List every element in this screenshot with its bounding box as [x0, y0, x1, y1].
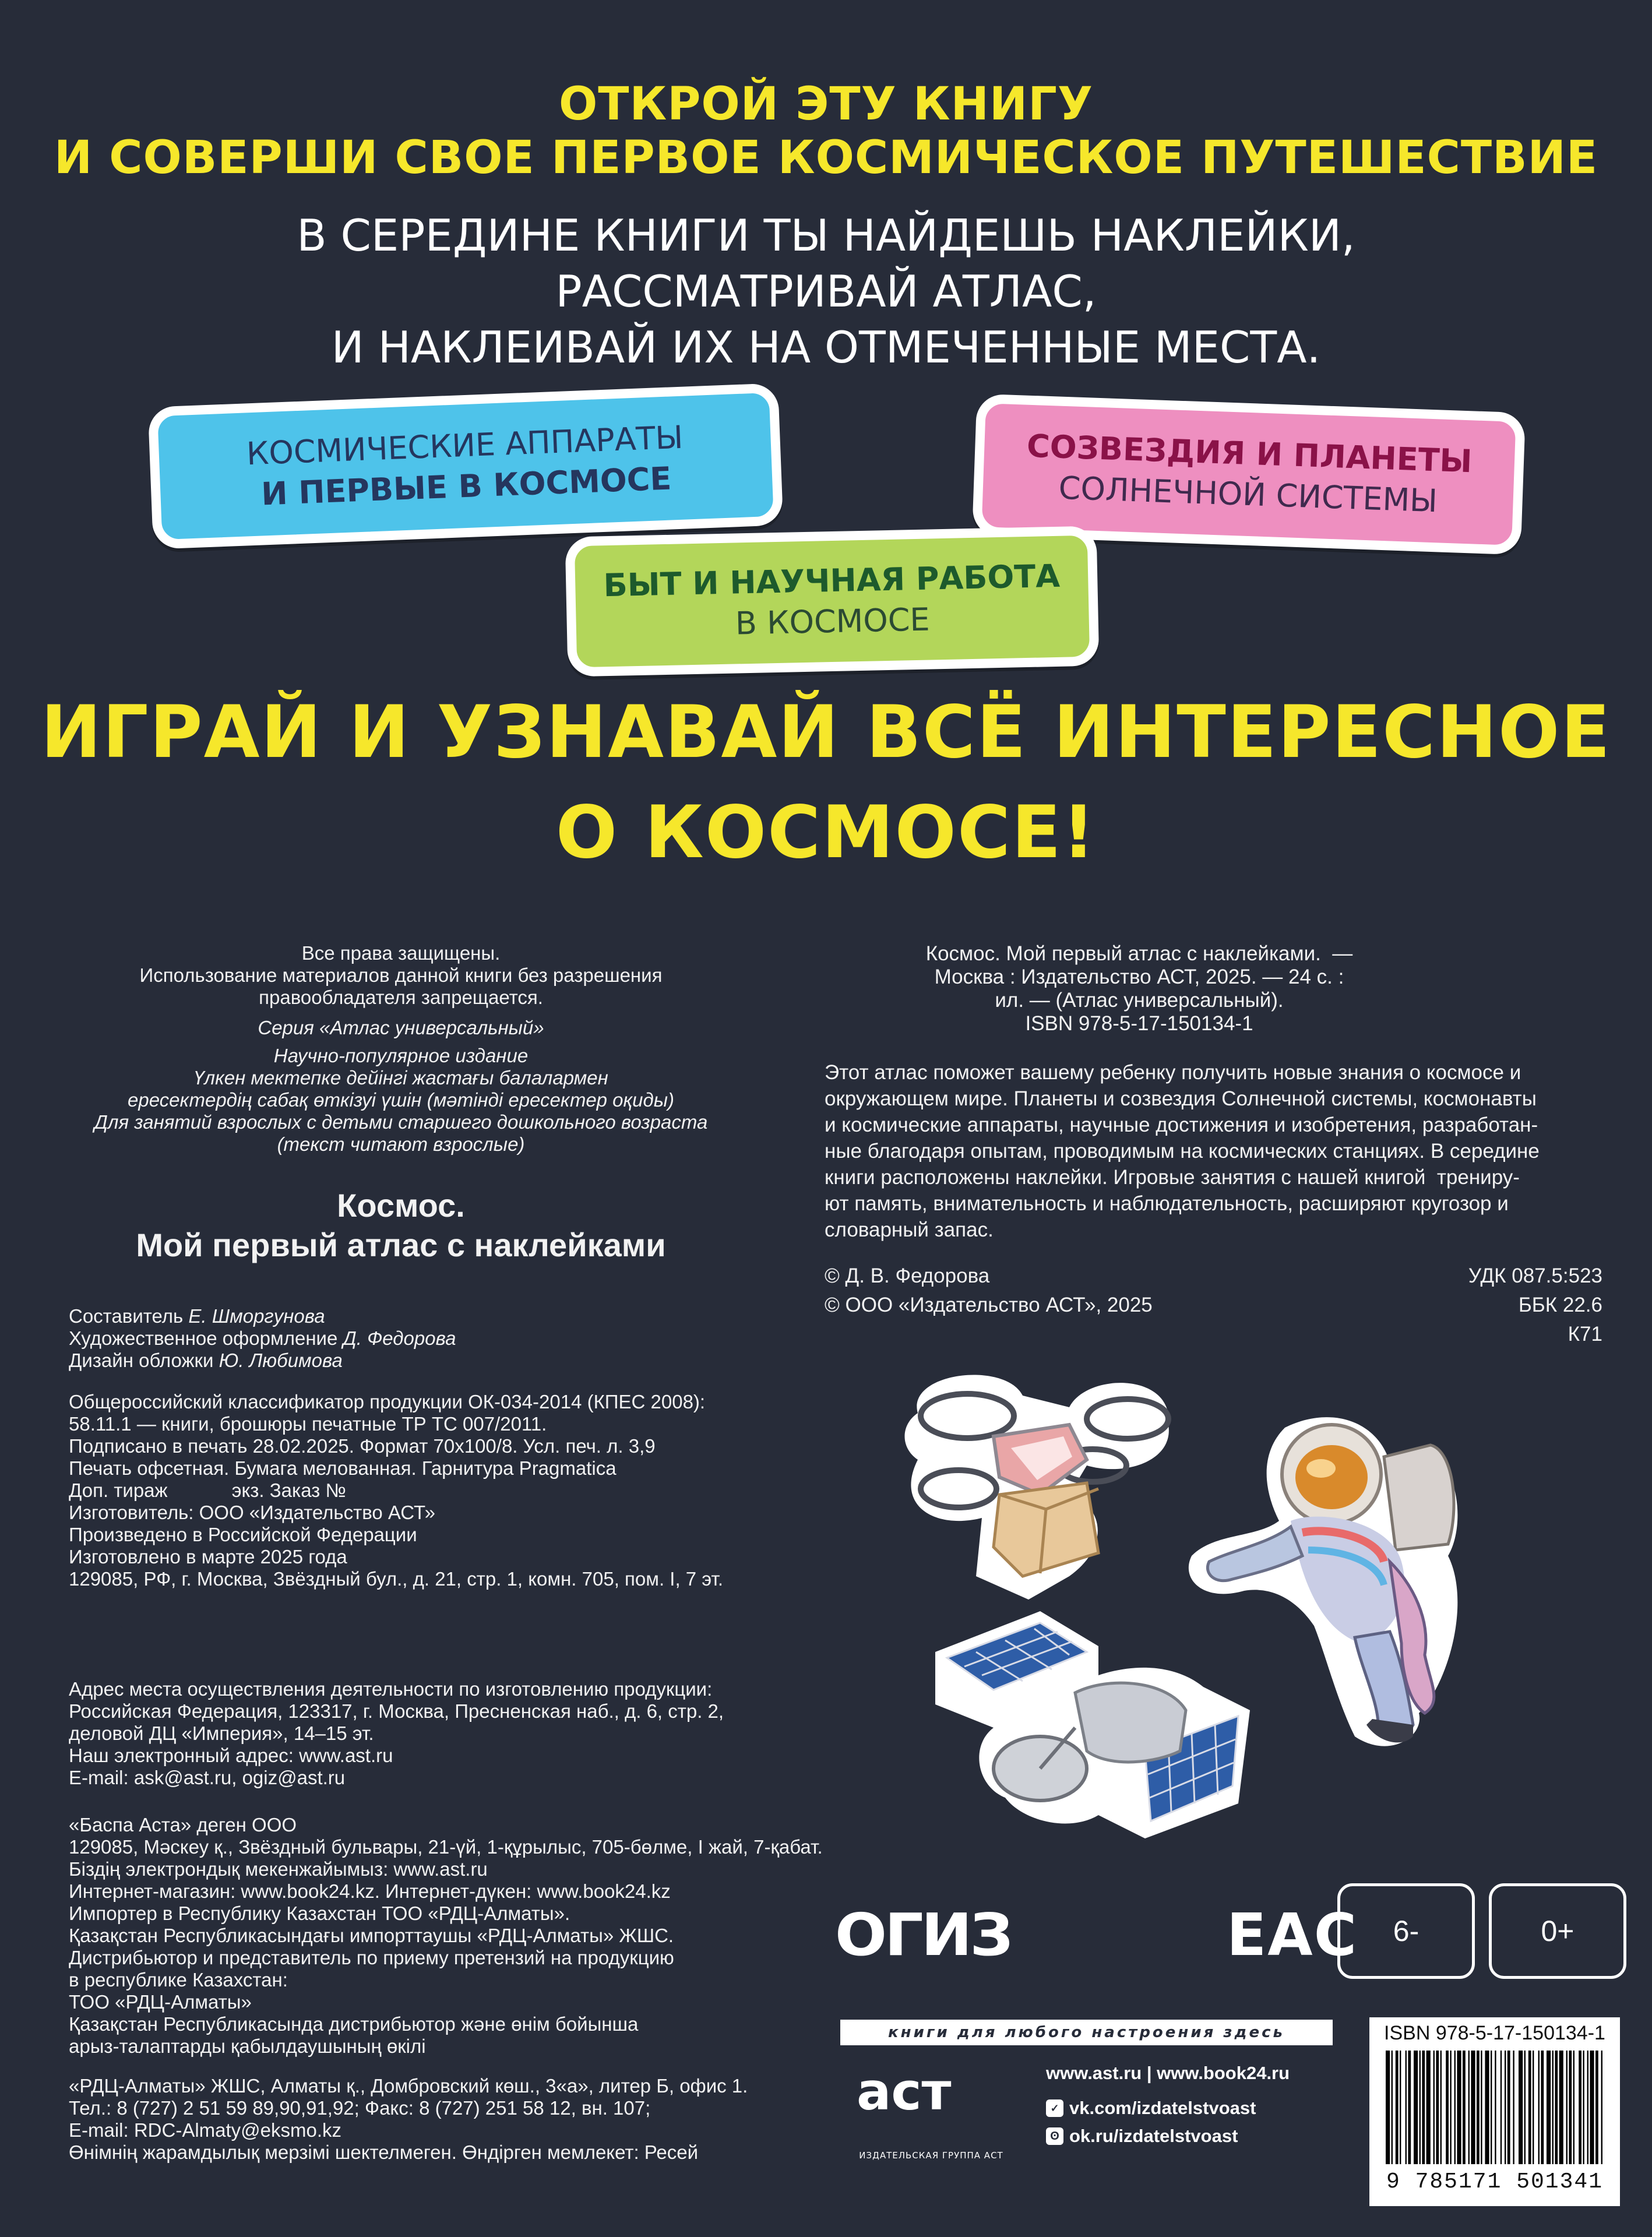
notes-line: Научно-популярное издание [273, 1045, 529, 1066]
catalog-line: Космос. Мой первый атлас с наклейками. — [925, 942, 1353, 965]
slogan-line-2: О КОСМОСЕ! [555, 791, 1097, 875]
annotation-line: и космические аппараты, научные достижения и изобретения, разработан- [825, 1114, 1538, 1136]
book-title-line: Мой первый атлас с наклейками [136, 1227, 666, 1263]
address-line: Адрес места осуществления деятельности по изготовлению продукции: [69, 1678, 713, 1700]
ok-link[interactable] [1046, 2126, 1238, 2147]
annotation-line: словарный запас. [825, 1218, 994, 1241]
barcode-bar [1440, 2051, 1442, 2164]
barcode-bar [1396, 2051, 1399, 2164]
barcode-bar [1505, 2051, 1506, 2164]
print-info-line: 58.11.1 — книги, брошюры печатные ТР ТС 007/2011. [69, 1413, 547, 1435]
sticker-constellations-line-2: СОЛНЕЧНОЙ СИСТЕМЫ [1058, 469, 1438, 520]
barcode-bar [1519, 2051, 1523, 2164]
barcode-bar [1454, 2051, 1456, 2164]
subtitle-line-3: И НАКЛЕИВАЙ ИХ НА ОТМЕЧЕННЫЕ МЕСТА. [331, 322, 1321, 373]
barcode-bar [1485, 2051, 1489, 2164]
barcode-bar [1541, 2051, 1544, 2164]
print-info-line: Произведено в Российской Федерации [69, 1524, 417, 1545]
credit-label: Дизайн обложки [69, 1350, 219, 1371]
print-info-line: Печать офсетная. Бумага мелованная. Гарнитура Pragmatica [69, 1457, 617, 1479]
catalog-line: ил. — (Атлас универсальный). [995, 989, 1284, 1012]
barcode-bar [1552, 2051, 1554, 2164]
barcode-bar [1491, 2051, 1492, 2164]
ogiz-logo: ОГИЗ [834, 1901, 1011, 1969]
ok-link-text: ok.ru/izdatelstvoast [1069, 2126, 1238, 2146]
print-info-line: Подписано в печать 28.02.2025. Формат 70х100/8. Усл. печ. л. 3,9 [69, 1435, 656, 1457]
ast-logo [857, 2060, 991, 2141]
credit-label: Составитель [69, 1305, 189, 1327]
address-line: Наш электронный адрес: www.ast.ru [69, 1745, 393, 1766]
barcode-bar [1463, 2051, 1466, 2164]
subtitle-line-1: В СЕРЕДИНЕ КНИГИ ТЫ НАЙДЕШЬ НАКЛЕЙКИ, [297, 210, 1355, 261]
annotation-line: ные благодаря опытам, проводимым на космических станциях. В середине [825, 1140, 1540, 1162]
sticker-life-science [565, 526, 1100, 677]
address-line: деловой ДЦ «Империя», 14–15 эт. [69, 1722, 374, 1744]
annotation-line: Этот атлас поможет вашему ребенку получить новые знания о космосе и [825, 1061, 1521, 1084]
barcode-bar [1524, 2051, 1526, 2164]
print-info-line: Изготовитель: ООО «Издательство АСТ» [69, 1502, 435, 1523]
age-badge-0: 0+ [1489, 1883, 1626, 1979]
kz-block [69, 1814, 873, 2058]
age-badge-6: 6- [1337, 1883, 1475, 1979]
kz-line: 129085, Мәскеу қ., Звёздный бульвары, 21-үй, 1-құрылыс, 705-бөлме, I жай, 7-қабат. [69, 1836, 823, 1858]
print-info-line: Изготовлено в марте 2025 года [69, 1546, 347, 1567]
classification-line: ББК 22.6 [1518, 1294, 1602, 1316]
rights-line: Все права защищены. [301, 942, 501, 964]
barcode-bar [1559, 2051, 1563, 2164]
tagline-bar: книги для любого настроения здесь [840, 2020, 1333, 2045]
barcode-bar [1547, 2051, 1551, 2164]
drone-sticker [894, 1361, 1197, 1605]
barcode-bar [1507, 2051, 1510, 2164]
barcode-bar [1595, 2051, 1598, 2164]
barcode-bar [1400, 2051, 1401, 2164]
barcode-bar [1500, 2051, 1502, 2164]
barcode-bar [1436, 2051, 1439, 2164]
series-line: Серия «Атлас универсальный» [258, 1017, 544, 1038]
barcode-bar [1555, 2051, 1558, 2164]
barcode-bar [1528, 2051, 1531, 2164]
annotation-line: книги расположены наклейки. Игровые занятия с нашей книгой трениру- [825, 1166, 1520, 1189]
barcode-bar [1569, 2051, 1572, 2164]
vk-link[interactable] [1046, 2098, 1256, 2119]
copyright-line: © ООО «Издательство АСТ», 2025 [825, 1294, 1153, 1316]
barcode-bar [1419, 2051, 1421, 2164]
classification-line: УДК 087.5:523 [1468, 1264, 1602, 1287]
barcode-bar [1513, 2051, 1514, 2164]
kz-line: «Баспа Аста» деген ООО [69, 1814, 297, 1836]
isbn-barcode-box [1369, 2017, 1620, 2206]
barcode-bar [1583, 2051, 1584, 2164]
barcode-bar [1406, 2051, 1407, 2164]
annotation-block [825, 1059, 1605, 1243]
classification-line: К71 [1568, 1323, 1602, 1345]
barcode-bar [1433, 2051, 1435, 2164]
kz2-line: Тел.: 8 (727) 2 51 59 89,90,91,92; Факс: 8 (727) 251 58 12, вн. 107; [69, 2097, 651, 2119]
kz-line: Интернет-магазин: www.book24.kz. Интернет-дүкен: www.book24.kz [69, 1880, 671, 1902]
barcode-bar [1587, 2051, 1588, 2164]
barcode-bar [1471, 2051, 1475, 2164]
barcode [1369, 2045, 1620, 2173]
satellite-sticker [924, 1611, 1256, 1838]
sticker-spacecraft-line-2: И ПЕРВЫЕ В КОСМОСЕ [260, 460, 672, 513]
barcode-bar [1392, 2051, 1393, 2164]
barcode-bar [1468, 2051, 1470, 2164]
annotation-line: ют память, внимательность и наблюдательность, расширяют кругозор и [825, 1192, 1509, 1215]
barcode-bar [1446, 2051, 1449, 2164]
barcode-bar [1538, 2051, 1540, 2164]
print-info-line: Общероссийский классификатор продукции ОК-034-2014 (КПЕС 2008): [69, 1391, 706, 1412]
notes-line: Үлкен мектепке дейінгі жастағы балалармен [193, 1067, 608, 1088]
classification-block [1410, 1262, 1602, 1349]
kz-line: Біздің электрондық мекенжайымыз: www.ast.ru [69, 1858, 488, 1880]
kz-line: Дистрибьютор и представитель по приему претензий на продукцию [69, 1947, 674, 1968]
kz-line: ТОО «РДЦ-Алматы» [69, 1991, 252, 2013]
headline-line-1: ОТКРОЙ ЭТУ КНИГУ [558, 78, 1094, 131]
vk-icon: ✓ [1046, 2099, 1063, 2117]
barcode-bar [1573, 2051, 1574, 2164]
kz2-block [69, 2075, 873, 2164]
print-info-line: Доп. тираж экз. Заказ № [69, 1479, 346, 1501]
barcode-bar [1408, 2051, 1411, 2164]
sticker-spacecraft-line-1: КОСМИЧЕСКИЕ АППАРАТЫ [245, 418, 684, 473]
address-line: Российская Федерация, 123317, г. Москва, Пресненская наб., д. 6, стр. 2, [69, 1700, 724, 1722]
print-info-block [69, 1391, 838, 1590]
copyright-line: © Д. В. Федорова [825, 1264, 990, 1287]
ok-icon: ʘ [1046, 2127, 1063, 2145]
rights-block [69, 942, 733, 1156]
kz-line: Импортер в Республику Казахстан ТОО «РДЦ-Алматы». [69, 1903, 570, 1924]
barcode-bar [1422, 2051, 1425, 2164]
barcode-bar [1477, 2051, 1480, 2164]
vk-link-text: vk.com/izdatelstvoast [1069, 2098, 1256, 2118]
sticker-spacecraft [148, 383, 784, 549]
book-title-line: Космос. [337, 1187, 465, 1224]
kz-line: арыз-талаптарды қабылдаушының өкілі [69, 2035, 426, 2057]
sticker-life-science-line-2: В КОСМОСЕ [735, 601, 931, 642]
barcode-bar [1495, 2051, 1496, 2164]
credit-name: Ю. Любимова [219, 1350, 343, 1371]
sticker-constellations-line-1: СОЗВЕЗДИЯ И ПЛАНЕТЫ [1026, 427, 1473, 480]
annotation-line: окружающем мире. Планеты и созвездия Солнечной системы, космонавты [825, 1087, 1537, 1110]
kz-line: Қазақстан Республикасындағы импорттаушы «РДЦ-Алматы» ЖШС. [69, 1925, 674, 1946]
sticker-life-science-line-1: БЫТ И НАУЧНАЯ РАБОТА [603, 557, 1061, 604]
barcode-bar [1533, 2051, 1534, 2164]
kz-line: в республике Казахстан: [69, 1969, 288, 1991]
headline-line-2: И СОВЕРШИ СВОЕ ПЕРВОЕ КОСМИЧЕСКОЕ ПУТЕШЕСТВИЕ [54, 132, 1598, 184]
barcode-bar [1426, 2051, 1431, 2164]
rights-line: правообладателя запрещается. [259, 987, 543, 1008]
catalog-block [825, 942, 1454, 1035]
barcode-bar [1601, 2051, 1602, 2164]
barcode-bar [1386, 2051, 1390, 2164]
kz-line: Қазақстан Республикасында дистрибьютор және өнім бойынша [69, 2013, 639, 2035]
book-title [69, 1186, 733, 1265]
kz2-line: Өнімнің жарамдылық мерзімі шектелмеген. Өндірген мемлекет: Ресей [69, 2141, 699, 2163]
print-info-line: 129085, РФ, г. Москва, Звёздный бул., д. 21, стр. 1, комн. 705, пом. I, 7 эт. [69, 1568, 724, 1590]
address-line: E-mail: ask@ast.ru, ogiz@ast.ru [69, 1767, 346, 1788]
isbn-label: ISBN 978-5-17-150134-1 [1384, 2022, 1605, 2044]
barcode-bar [1414, 2051, 1418, 2164]
copyright-block [825, 1262, 1153, 1320]
barcode-digits: 9 785171 501341 [1386, 2169, 1604, 2194]
barcode-bar [1450, 2051, 1451, 2164]
credit-name: Д. Федорова [343, 1327, 456, 1349]
barcode-bar [1457, 2051, 1461, 2164]
ast-caption: ИЗДАТЕЛЬСКАЯ ГРУППА АСТ [859, 2150, 1003, 2161]
eac-mark: ЕАС [1227, 1901, 1358, 1969]
catalog-line: Москва : Издательство АСТ, 2025. — 24 с. : [934, 966, 1344, 988]
slogan-line-1: ИГРАЙ И УЗНАВАЙ ВСЁ ИНТЕРЕСНОЕ [40, 691, 1612, 774]
kz2-line: «РДЦ-Алматы» ЖШС, Алматы қ., Домбровский көш., 3«а», литер Б, офис 1. [69, 2075, 748, 2097]
credit-label: Художественное оформление [69, 1327, 343, 1349]
notes-line: (текст читают взрослые) [277, 1133, 525, 1155]
ast-logo-text: аст [857, 2062, 952, 2122]
rights-line: Использование материалов данной книги без разрешения [139, 964, 663, 986]
subtitle-line-2: РАССМАТРИВАЙ АТЛАС, [555, 266, 1097, 317]
credit-name: Е. Шморгунова [188, 1305, 325, 1327]
notes-line: ересектердің сабақ өткізуі үшін (мәтінді ересектер оқиды) [127, 1089, 674, 1111]
barcode-bar [1579, 2051, 1581, 2164]
kz2-line: E-mail: RDC-Almaty@eksmo.kz [69, 2119, 342, 2141]
address-block [69, 1678, 838, 1789]
barcode-bar [1566, 2051, 1568, 2164]
web-links[interactable]: www.ast.ru | www.book24.ru [1046, 2063, 1290, 2083]
barcode-bar [1590, 2051, 1594, 2164]
barcode-bar [1481, 2051, 1482, 2164]
credits-block [69, 1305, 838, 1372]
notes-line: Для занятий взрослых с детьми старшего дошкольного возраста [94, 1111, 708, 1133]
catalog-line: ISBN 978-5-17-150134-1 [1025, 1012, 1253, 1035]
